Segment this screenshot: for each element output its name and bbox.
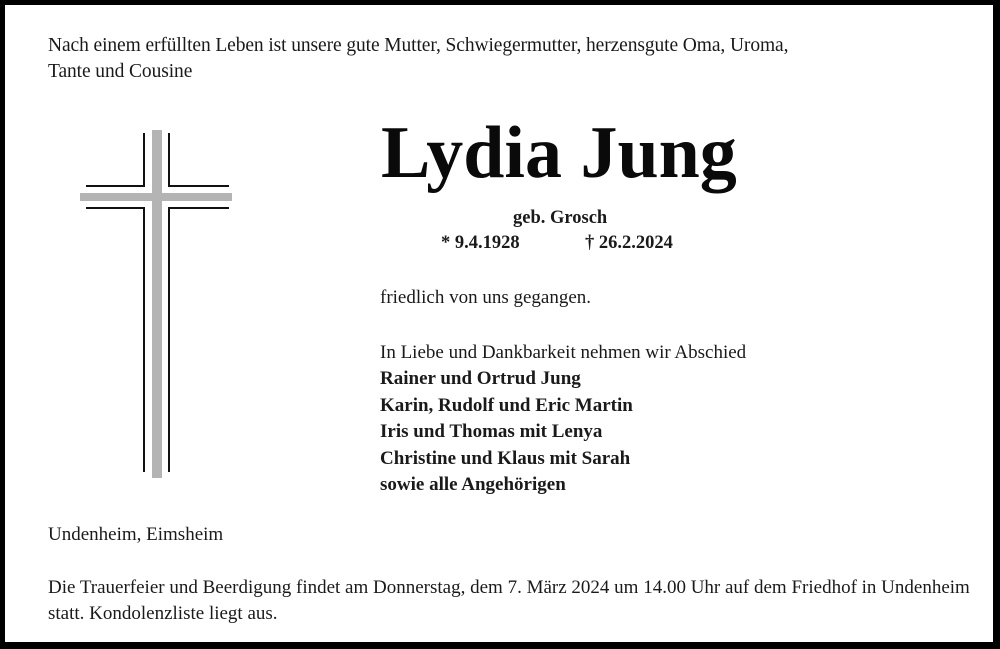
peace-text: friedlich von uns gegangen. (380, 287, 592, 308)
cross-icon (5, 5, 255, 505)
death-date: † 26.2.2024 (585, 233, 673, 253)
mourner: sowie alle Angehörigen (380, 474, 566, 495)
maiden-name: geb. Grosch (513, 208, 608, 228)
mourner: Iris und Thomas mit Lenya (380, 421, 603, 442)
place-text: Undenheim, Eimsheim (48, 524, 224, 545)
mourner: Karin, Rudolf und Eric Martin (380, 394, 633, 416)
mourner: Rainer und Ortrud Jung (380, 368, 581, 389)
service-info: Die Trauerfeier und Beerdigung findet am Donnerstag, dem 7. März 2024 um 14.00 Uhr auf dem Friedhof in Undenheim statt. Kondolenzliste liegt aus. (48, 577, 970, 624)
birth-date: * 9.4.1928 (441, 233, 520, 253)
mourners-list (380, 366, 633, 499)
intro-line-1: Nach einem erfüllten Leben ist unsere gute Mutter, Schwiegermutter, herzensgute Oma, Uroma, (48, 35, 789, 56)
obituary-notice (5, 5, 993, 642)
farewell-text: In Liebe und Dankbarkeit nehmen wir Abschied (380, 342, 747, 363)
mourner: Christine und Klaus mit Sarah (380, 447, 631, 469)
deceased-name: Lydia Jung (381, 112, 737, 194)
intro-line-2: Tante und Cousine (48, 61, 193, 82)
